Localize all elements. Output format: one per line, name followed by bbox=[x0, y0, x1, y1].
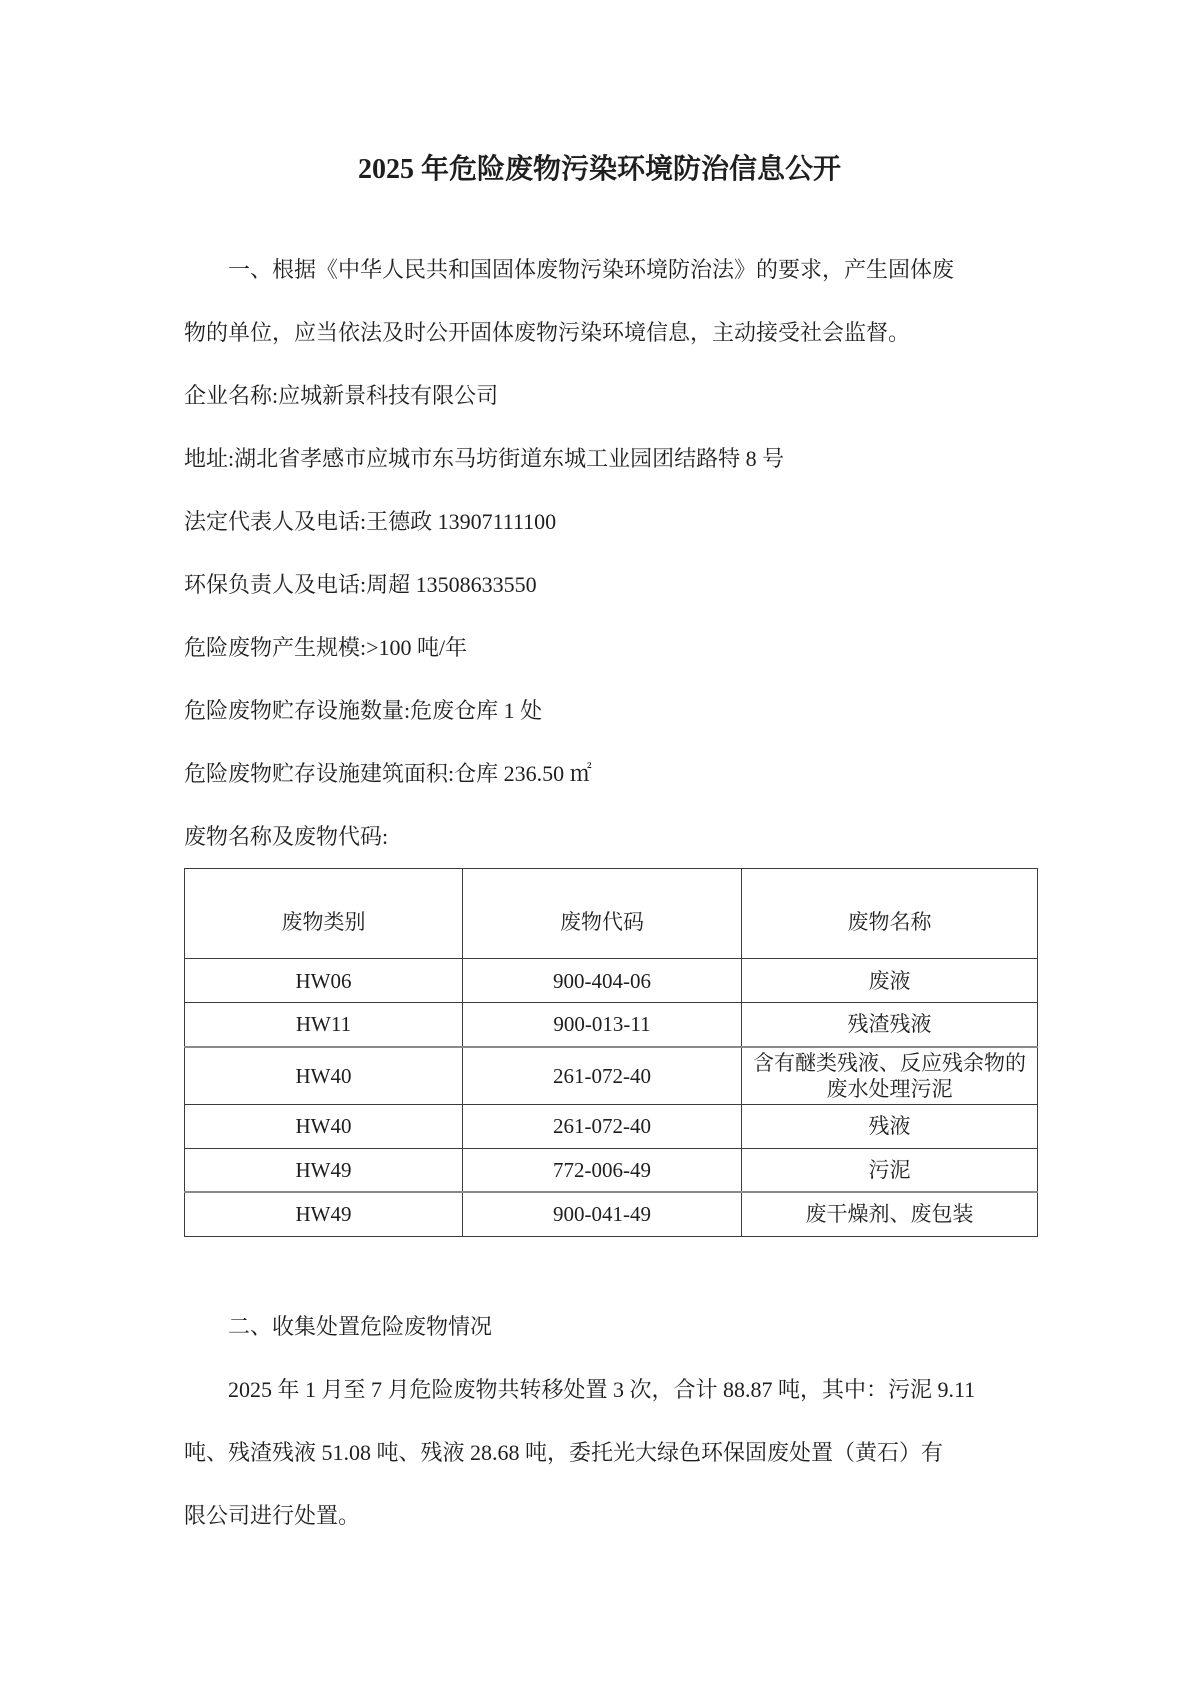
waste-name-cell: 废液 bbox=[742, 959, 1038, 1003]
waste-category-cell: HW40 bbox=[185, 1104, 463, 1148]
field-waste-generation-scale: 危险废物产生规模:>100 吨/年 bbox=[184, 635, 468, 660]
page-title: 2025 年危险废物污染环境防治信息公开 bbox=[357, 154, 841, 185]
section2-paragraph-line-1: 2025 年 1 月至 7 月危险废物共转移处置 3 次，合计 88.87 吨，其中：污泥 9.11 bbox=[228, 1376, 976, 1402]
section2-paragraph-line-2: 吨、残渣残液 51.08 吨、残液 28.68 吨，委托光大绿色环保固废处置（黄石）有 bbox=[184, 1439, 944, 1465]
intro-paragraph-line-1: 一、根据《中华人民共和国固体废物污染环境防治法》的要求，产生固体废 bbox=[228, 257, 955, 282]
table-row bbox=[185, 959, 1038, 1003]
waste-category-cell: HW49 bbox=[185, 1192, 463, 1236]
header-waste-code: 废物代码 bbox=[463, 869, 742, 959]
table-row bbox=[185, 1003, 1038, 1047]
waste-category-cell: HW06 bbox=[185, 959, 463, 1003]
section2-heading: 二、收集处置危险废物情况 bbox=[228, 1313, 493, 1339]
waste-code-cell: 900-404-06 bbox=[463, 959, 742, 1003]
waste-name-cell: 含有醚类残液、反应残余物的废水处理污泥 bbox=[742, 1047, 1038, 1105]
waste-name-cell: 废干燥剂、废包装 bbox=[742, 1192, 1038, 1236]
waste-code-cell: 261-072-40 bbox=[463, 1047, 742, 1105]
waste-code-cell: 900-041-49 bbox=[463, 1192, 742, 1236]
waste-name-cell: 污泥 bbox=[742, 1148, 1038, 1192]
waste-name-cell: 残渣残液 bbox=[742, 1003, 1038, 1047]
intro-paragraph-line-2: 物的单位，应当依法及时公开固体废物污染环境信息，主动接受社会监督。 bbox=[184, 320, 911, 345]
waste-category-cell: HW49 bbox=[185, 1148, 463, 1192]
waste-code-cell: 772-006-49 bbox=[463, 1148, 742, 1192]
section2-paragraph-line-3: 限公司进行处置。 bbox=[184, 1502, 361, 1528]
field-address: 地址:湖北省孝感市应城市东马坊街道东城工业园团结路特 8 号 bbox=[184, 446, 785, 471]
field-storage-facility-count: 危险废物贮存设施数量:危废仓库 1 处 bbox=[184, 698, 543, 723]
waste-code-table bbox=[184, 868, 1038, 1237]
table-header-row bbox=[185, 869, 1038, 959]
field-waste-name-code-label: 废物名称及废物代码: bbox=[184, 824, 389, 849]
waste-category-cell: HW40 bbox=[185, 1047, 463, 1105]
document-body bbox=[184, 238, 1037, 1547]
waste-code-cell: 261-072-40 bbox=[463, 1104, 742, 1148]
header-waste-category: 废物类别 bbox=[185, 869, 463, 959]
waste-name-cell: 残液 bbox=[742, 1104, 1038, 1148]
field-company-name: 企业名称:应城新景科技有限公司 bbox=[184, 383, 499, 408]
table-row bbox=[185, 1192, 1038, 1236]
waste-code-cell: 900-013-11 bbox=[463, 1003, 742, 1047]
header-waste-name: 废物名称 bbox=[742, 869, 1038, 959]
field-environment-officer-phone: 环保负责人及电话:周超 13508633550 bbox=[184, 572, 537, 597]
table-row bbox=[185, 1047, 1038, 1105]
table-row bbox=[185, 1148, 1038, 1192]
field-legal-representative-phone: 法定代表人及电话:王德政 13907111100 bbox=[184, 509, 557, 534]
waste-category-cell: HW11 bbox=[185, 1003, 463, 1047]
field-storage-facility-area: 危险废物贮存设施建筑面积:仓库 236.50 ㎡ bbox=[184, 761, 592, 786]
table-row bbox=[185, 1104, 1038, 1148]
